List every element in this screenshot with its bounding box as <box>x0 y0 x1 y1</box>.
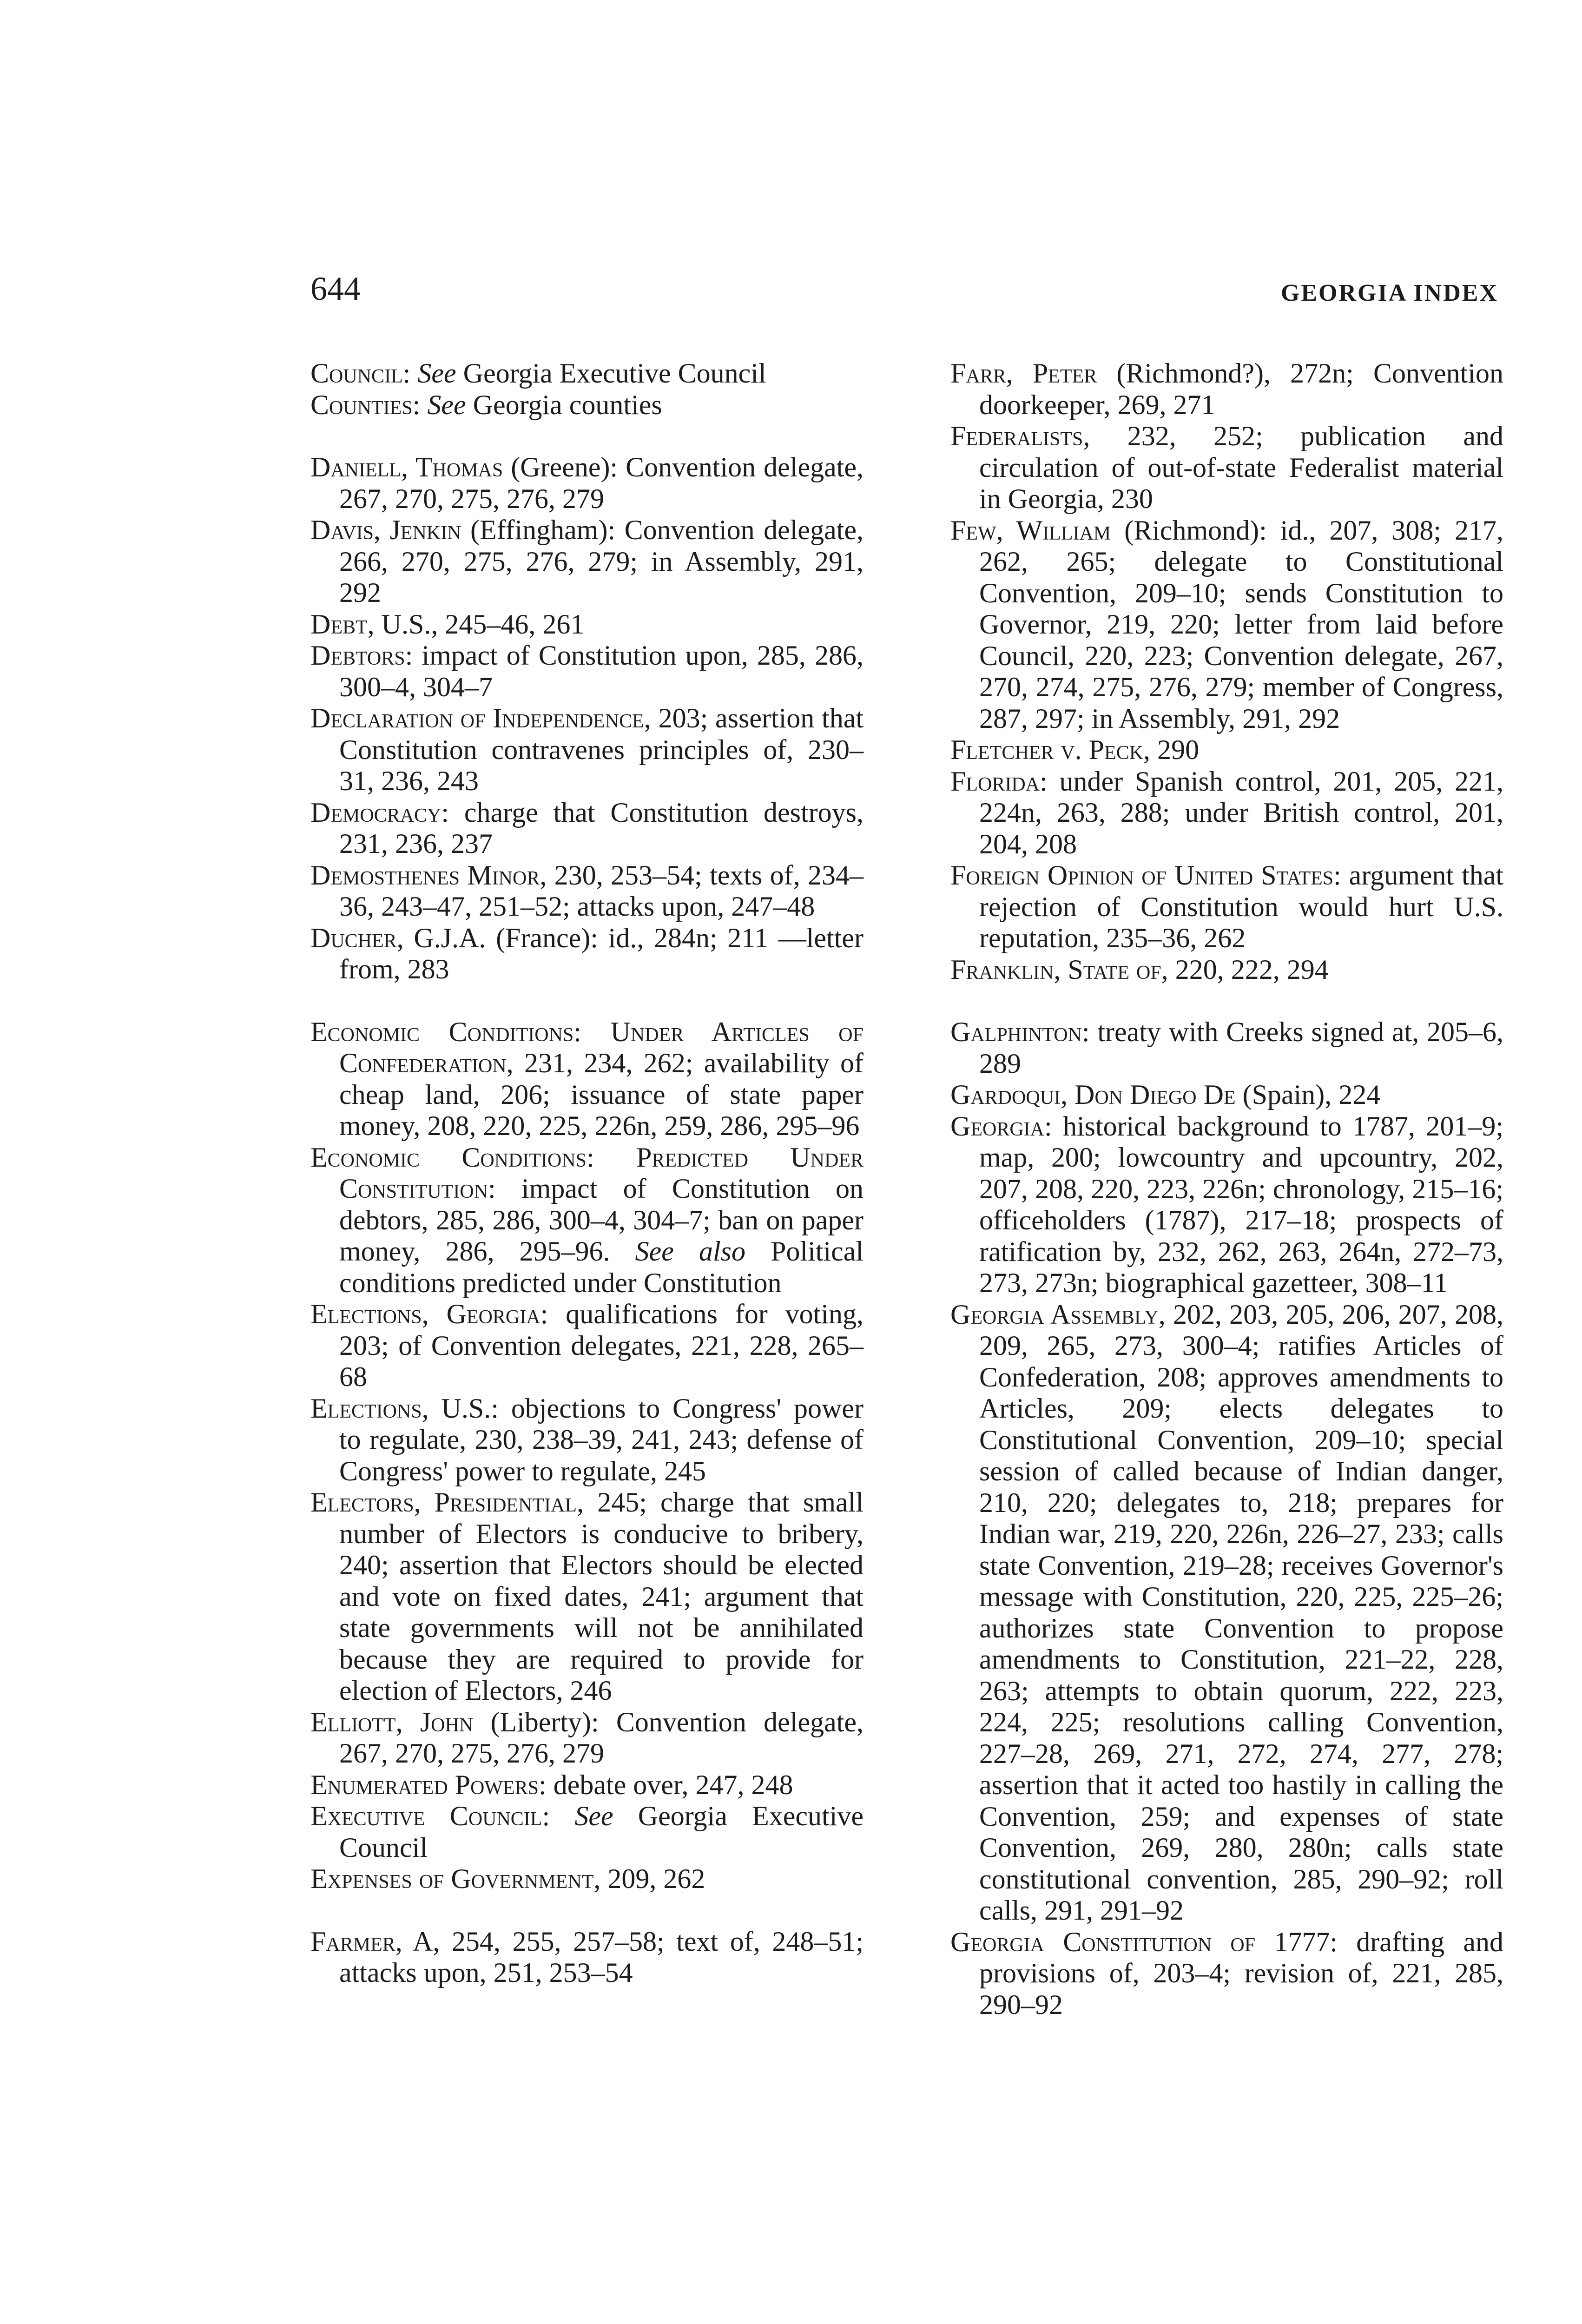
entry-text: 290 <box>1157 734 1200 765</box>
entry-heading: Economic Conditions: Under Articles of Confederation, <box>310 1016 864 1078</box>
entry-text: (France): id., 284n; 211 —letter from, 283 <box>339 922 864 984</box>
entry-heading: Georgia Constitution of 1777: <box>950 1926 1338 1957</box>
entry-text: 202, 203, 205, 206, 207, 208, 209, 265, 273, 300–4; ratifies Articles of Confederation, 208; approves amendments to Articles, 209; elects delegates to Constitutional Convention, 209–10; special session of called because of Indian danger, 210, 220; delegates to, 218; prepares for Indian war, 219, 220, 226n, 226–27, 233; calls state Convention, 219–28; receives Governor's message with Constitution, 220, 225, 225–26; authorizes state Convention to propose amendments to Constitution, 221–22, 228, 263; attempts to obtain quorum, 222, 223, 224, 225; resolutions calling Convention, 227–28, 269, 271, 272, 274, 277, 278; assertion that it acted too hastily in calling the Convention, 259; and expenses of state Convention, 269, 280, 280n; calls state constitutional convention, 285, 290–92; roll calls, 291, 291–92 <box>979 1299 1504 1926</box>
index-column-left <box>310 358 864 1989</box>
entry-heading: Executive Council: <box>310 1801 550 1831</box>
see-also-reference: See also <box>635 1236 745 1267</box>
index-entry <box>310 1769 864 1801</box>
entry-text: argument that rejection of Constitution would hurt U.S. reputation, 235–36, 262 <box>979 860 1504 953</box>
index-entry <box>310 1863 864 1895</box>
entry-text: 231, 234, 262; availability of cheap land, 206; issuance of state paper money, 208, 220, 225, 226n, 259, 286, 295–96 <box>339 1048 864 1141</box>
index-entry <box>310 1801 864 1863</box>
entry-heading: Georgia: <box>950 1110 1052 1142</box>
index-entry <box>310 797 864 860</box>
entry-heading: Davis, Jenkin <box>310 515 461 545</box>
entry-text: historical background to 1787, 201–9; map, 200; lowcountry and upcountry, 202, 207, 208, 220, 223, 226n; chronology, 215–16; officeholders (1787), 217–18; prospects of ratification by, 232, 262, 263, 264n, 272–73, 273, 273n; biographical gazetteer, 308–11 <box>979 1110 1503 1298</box>
running-head: GEORGIA INDEX <box>1280 280 1498 306</box>
entry-heading: Counties: <box>310 389 421 420</box>
entry-text: objections to Congress' power to regulate, 230, 238–39, 241, 243; defense of Congress' power to regulate, 245 <box>339 1393 864 1486</box>
index-entry <box>950 1299 1503 1927</box>
entry-text: Georgia Executive Council <box>463 358 766 389</box>
entry-heading: Gardoqui, Don Diego De <box>950 1079 1236 1110</box>
index-entry <box>950 515 1503 735</box>
index-entry <box>950 766 1503 860</box>
index-entry <box>310 1487 864 1707</box>
entry-text: (Richmond?), 272n; Convention doorkeeper, 269, 271 <box>979 358 1503 420</box>
entry-heading: Elliott, John <box>310 1706 474 1737</box>
entry-heading: Georgia Assembly, <box>950 1299 1166 1330</box>
entry-text: Georgia counties <box>473 389 662 420</box>
index-entry <box>310 390 864 421</box>
entry-text: Georgia Executive Council <box>339 1801 864 1863</box>
index-entry <box>310 703 864 797</box>
entry-heading: Expenses of Government, <box>310 1863 601 1894</box>
entry-text: (Liberty): Convention delegate, 267, 270, 275, 276, 279 <box>339 1706 864 1769</box>
index-entry <box>310 1707 864 1769</box>
index-entry <box>310 452 864 515</box>
entry-text: 245–46, 261 <box>445 608 585 640</box>
page-number: 644 <box>310 270 361 307</box>
index-entry <box>950 954 1503 986</box>
index-entry <box>950 1079 1503 1111</box>
index-entry <box>310 1017 864 1142</box>
index-entry <box>950 1111 1503 1299</box>
see-reference: See <box>417 358 456 389</box>
entry-text: 230, 253–54; texts of, 234–36, 243–47, 251–52; attacks upon, 247–48 <box>339 859 864 922</box>
entry-heading: Foreign Opinion of United States: <box>950 860 1341 891</box>
entry-heading: Elections, Georgia: <box>310 1299 548 1329</box>
entry-text: under Spanish control, 201, 205, 221, 224n, 263, 288; under British control, 201, 204, 208 <box>979 766 1503 859</box>
entry-text: charge that Constitution destroys, 231, 236, 237 <box>339 797 864 859</box>
entry-text: 232, 252; publication and circulation of out-of-state Federalist material in Georgia, 230 <box>979 421 1503 514</box>
entry-heading: Franklin, State of, <box>950 954 1168 985</box>
entry-heading: Florida: <box>950 766 1048 797</box>
entry-text: qualifications for voting, 203; of Convention delegates, 221, 228, 265–68 <box>339 1299 864 1392</box>
entry-heading: Council: <box>310 358 411 389</box>
index-entry <box>310 609 864 640</box>
entry-text: (Effingham): Convention delegate, 266, 270, 275, 276, 279; in Assembly, 291, 292 <box>339 515 864 608</box>
entry-heading: Demosthenes Minor, <box>310 859 547 891</box>
entry-heading: Democracy: <box>310 797 449 828</box>
index-entry <box>950 734 1503 766</box>
entry-text: (Greene): Convention delegate, 267, 270, 275, 276, 279 <box>339 452 864 514</box>
see-reference: See <box>574 1801 613 1831</box>
entry-heading: Daniell, Thomas <box>310 452 503 482</box>
entry-text: 220, 222, 294 <box>1175 954 1329 985</box>
entry-heading: Galphinton: <box>950 1017 1090 1047</box>
entry-heading: Electors, Presidential, <box>310 1487 584 1518</box>
entry-text: 209, 262 <box>607 1863 705 1894</box>
entry-text-continued: Political conditions predicted under Constitution <box>339 1236 864 1298</box>
index-entry <box>950 358 1503 421</box>
index-entry <box>310 923 864 985</box>
entry-heading: Elections, U.S.: <box>310 1393 499 1424</box>
entry-text: (Spain), 224 <box>1242 1079 1381 1110</box>
entry-text: 245; charge that small number of Electors is conducive to bribery, 240; assertion that Electors should be elected and vote on fixed dates, 241; argument that state governments will not be annihilated because they are required to provide for election of Electors, 246 <box>339 1487 864 1706</box>
entry-heading: Declaration of Independence, <box>310 703 651 733</box>
entry-text: 203; assertion that Constitution contravenes principles of, 230–31, 236, 243 <box>339 703 864 796</box>
index-entry <box>950 421 1503 515</box>
index-entry <box>310 1393 864 1487</box>
index-entry <box>310 1299 864 1393</box>
entry-heading: Debt, U.S., <box>310 608 438 640</box>
entry-text: debate over, 247, 248 <box>553 1769 793 1800</box>
entry-heading: Fletcher v. Peck, <box>950 734 1151 765</box>
index-entry <box>310 640 864 703</box>
index-column-right <box>950 358 1503 2020</box>
entry-heading: Enumerated Powers: <box>310 1769 547 1800</box>
entry-heading: Economic Conditions: Predicted Under Constitution: <box>310 1142 864 1204</box>
see-reference: See <box>427 389 466 420</box>
entry-text: treaty with Creeks signed at, 205–6, 289 <box>979 1017 1503 1079</box>
entry-heading: Ducher, G.J.A. <box>310 922 486 953</box>
entry-heading: Farmer, A, <box>310 1926 440 1957</box>
entry-text: impact of Constitution on debtors, 285, 286, 300–4, 304–7; ban on paper money, 286, 295–96. <box>339 1173 864 1267</box>
entry-heading: Federalists, <box>950 421 1090 451</box>
index-entry <box>310 1142 864 1299</box>
entry-heading: Debtors: <box>310 640 413 671</box>
index-entry <box>310 860 864 923</box>
entry-text: drafting and provisions of, 203–4; revision of, 221, 285, 290–92 <box>979 1926 1504 2020</box>
entry-heading: Farr, Peter <box>950 358 1097 389</box>
index-entry <box>950 1927 1503 2021</box>
entry-text: (Richmond): id., 207, 308; 217, 262, 265; delegate to Constitutional Convention, 209–10; sends Constitution to Governor, 219, 220; letter from laid before Council, 220, 223; Convention delegate, 267, 270, 274, 275, 276, 279; member of Congress, 287, 297; in Assembly, 291, 292 <box>979 515 1504 734</box>
entry-heading: Few, William <box>950 515 1111 546</box>
index-entry <box>310 358 864 390</box>
index-entry <box>950 860 1503 954</box>
entry-text: impact of Constitution upon, 285, 286, 300–4, 304–7 <box>339 640 864 702</box>
index-entry <box>950 1017 1503 1079</box>
index-entry <box>310 515 864 609</box>
index-entry <box>310 1926 864 1989</box>
entry-text: 254, 255, 257–58; text of, 248–51; attacks upon, 251, 253–54 <box>339 1926 864 1988</box>
